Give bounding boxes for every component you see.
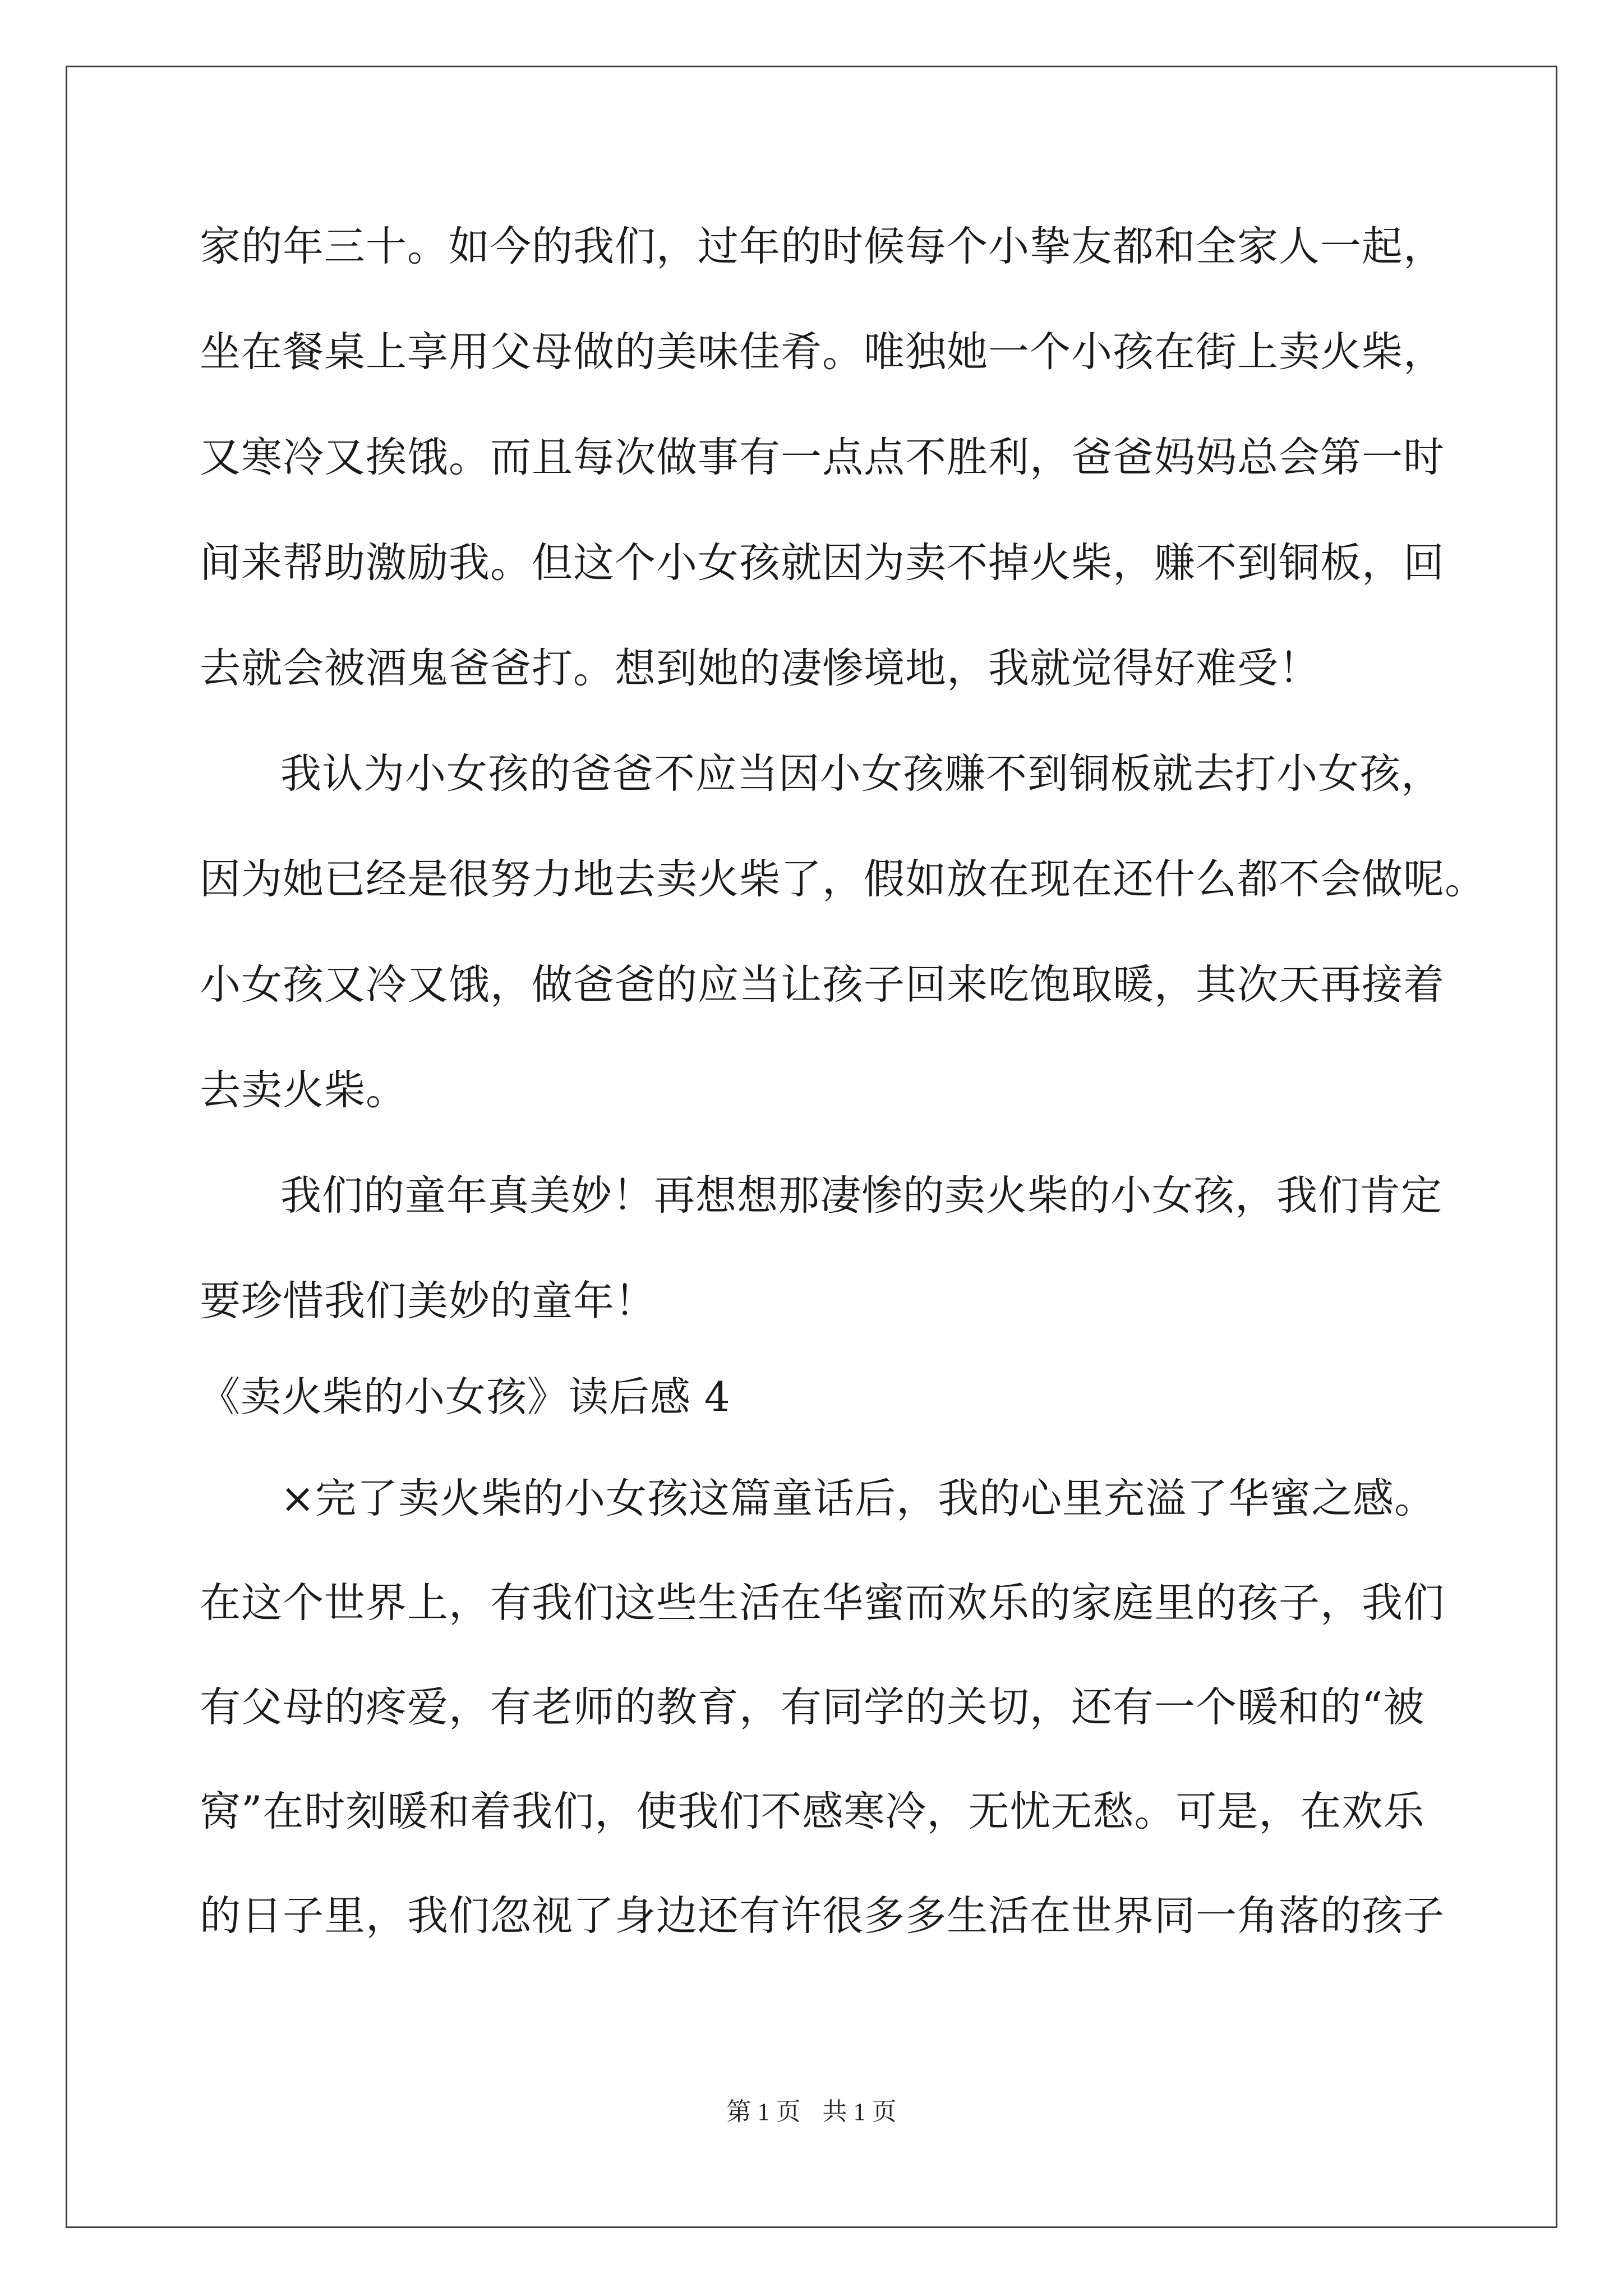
paragraph-line: 坐在餐桌上享用父母做的美味佳肴。唯独她一个小孩在街上卖火柴， — [200, 328, 1445, 376]
paragraph-line: 家的年三十。如今的我们，过年的时候每个小挚友都和全家人一起， — [200, 223, 1445, 270]
paragraph-line: 我们的童年真美妙！再想想那凄惨的卖火柴的小女孩，我们肯定 — [280, 1172, 1442, 1220]
paragraph-line: 的日子里，我们忽视了身边还有许很多多生活在世界同一角落的孩子 — [200, 1892, 1445, 1940]
paragraph-line: 间来帮助激励我。但这个小女孩就因为卖不掉火柴，赚不到铜板，回 — [200, 539, 1445, 587]
section-heading: 《卖火柴的小女孩》读后感 4 — [200, 1373, 731, 1420]
paragraph-line: 因为她已经是很努力地去卖火柴了，假如放在现在还什么都不会做呢。 — [200, 855, 1486, 903]
paragraph-line: 去就会被酒鬼爸爸打。想到她的凄惨境地，我就觉得好难受！ — [200, 645, 1320, 692]
page-footer — [0, 2091, 1623, 2127]
paragraph-line: 又寒冷又挨饿。而且每次做事有一点点不胜利，爸爸妈妈总会第一时 — [200, 434, 1445, 481]
paragraph-line: 有父母的疼爱，有老师的教育，有同学的关切，还有一个暖和的“被 — [200, 1683, 1425, 1731]
paragraph-line: 窝”在时刻暖和着我们，使我们不感寒冷，无忧无愁。可是，在欢乐 — [200, 1788, 1425, 1835]
paragraph-line: 小女孩又冷又饿，做爸爸的应当让孩子回来吃饱取暖，其次天再接着 — [200, 961, 1445, 1009]
page-number: 第 1 页 — [726, 2098, 801, 2125]
paragraph-line: 在这个世界上，有我们这些生活在华蜜而欢乐的家庭里的孩子，我们 — [200, 1579, 1445, 1627]
paragraph-line: 要珍惜我们美妙的童年！ — [200, 1277, 656, 1325]
paragraph-line: 我认为小女孩的爸爸不应当因小女孩赚不到铜板就去打小女孩， — [280, 750, 1442, 798]
page-count: 共 1 页 — [822, 2098, 897, 2125]
paragraph-line: ×完了卖火柴的小女孩这篇童话后，我的心里充溢了华蜜之感。 — [280, 1475, 1436, 1522]
paragraph-line: 去卖火柴。 — [200, 1066, 407, 1114]
